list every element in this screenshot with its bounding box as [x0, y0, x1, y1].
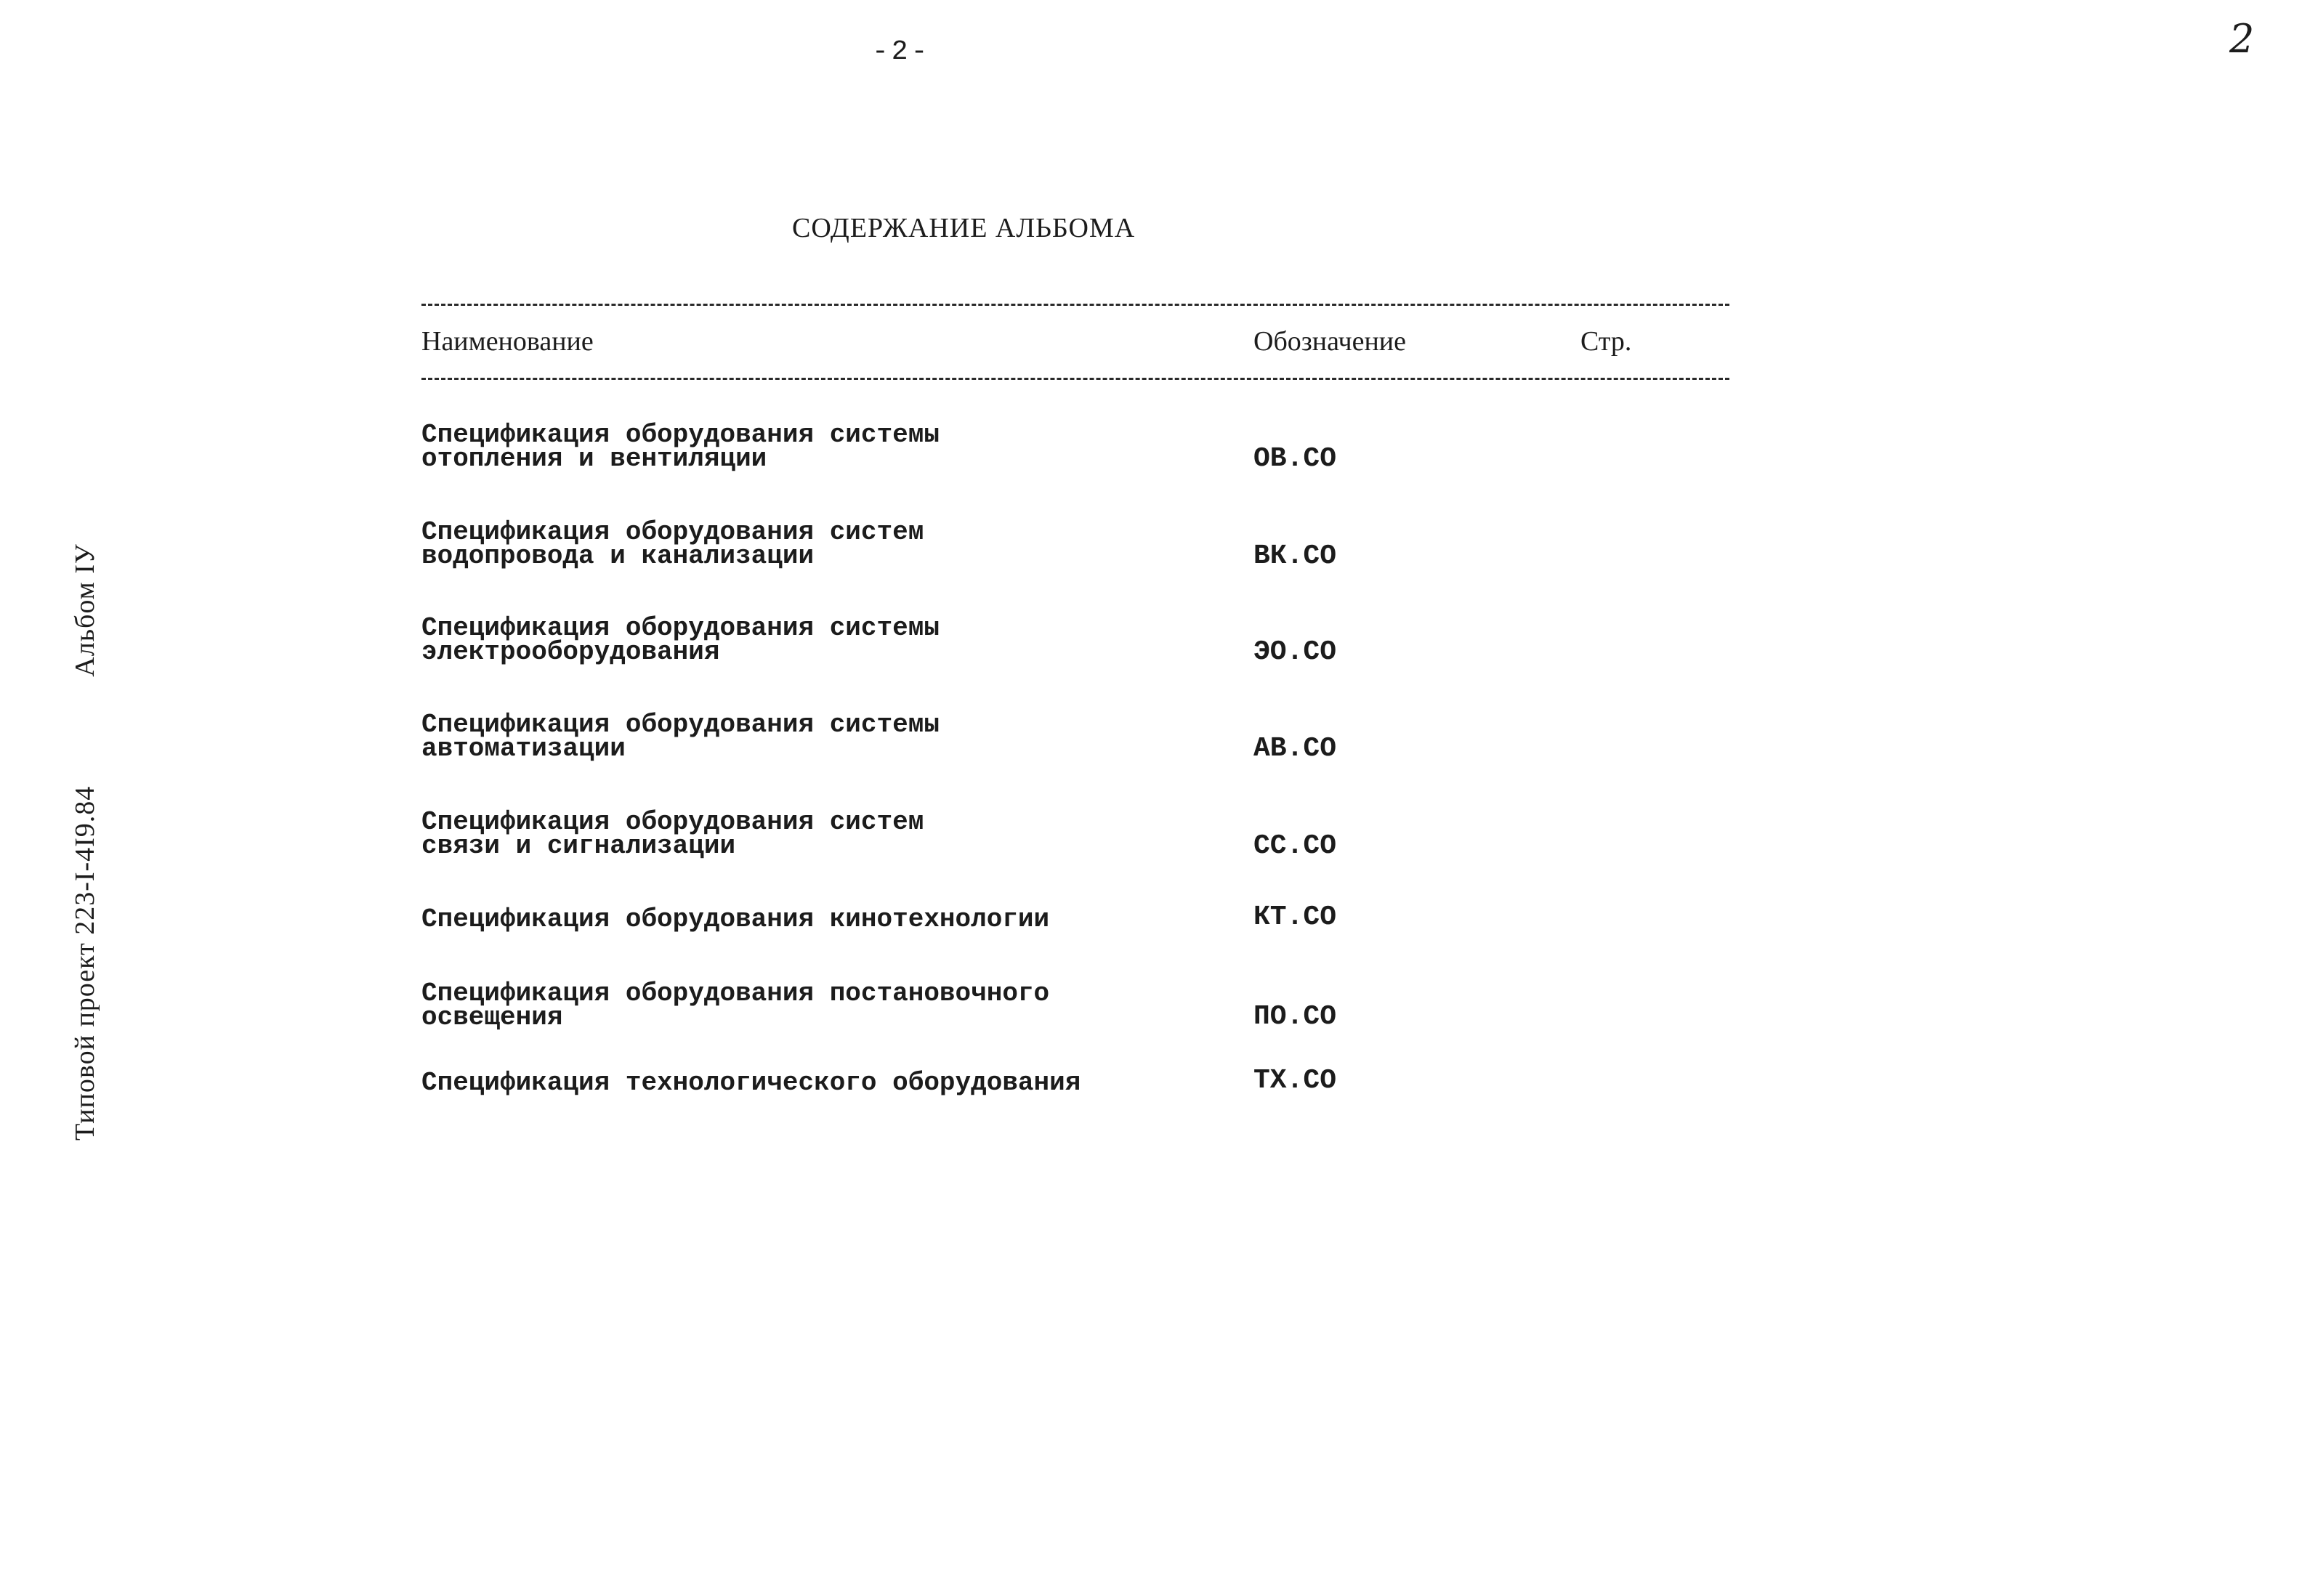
table-row-code: ПО.СО — [1253, 1001, 1337, 1032]
table-row-code: КТ.СО — [1253, 902, 1337, 933]
table-row-name: Спецификация оборудования систем водопровода и канализации — [421, 517, 924, 571]
table-top-rule — [421, 304, 1729, 306]
table-row-name: Спецификация оборудования системы автоматизации — [421, 710, 940, 763]
page-number-center: -2- — [872, 36, 931, 68]
table-row-name: Спецификация оборудования постановочного освещения — [421, 979, 1050, 1032]
page-number-corner: 2 — [2229, 16, 2255, 62]
side-stamp-album: Альбом IУ — [70, 543, 100, 677]
table-header-rule — [421, 378, 1729, 380]
column-header-name: Наименование — [421, 326, 594, 357]
table-row-code: ЭО.СО — [1253, 636, 1337, 668]
side-stamp — [69, 543, 101, 1141]
table-row-name: Спецификация оборудования кинотехнологии — [421, 904, 1050, 934]
side-stamp-project: Типовой проект 223-I-4I9.84 — [70, 785, 100, 1141]
column-header-code: Обозначение — [1253, 326, 1406, 357]
table-row-name: Спецификация оборудования системы электрооборудования — [421, 613, 940, 667]
document-title: СОДЕРЖАНИЕ АЛЬБОМА — [792, 213, 1136, 243]
table-row-code: ТХ.СО — [1253, 1065, 1337, 1096]
table-row-code: СС.СО — [1253, 830, 1337, 862]
table-row-name: Спецификация оборудования системы отопления и вентиляции — [421, 420, 940, 474]
column-header-page: Стр. — [1580, 326, 1632, 357]
table-row-code: ВК.СО — [1253, 540, 1337, 572]
table-row-code: АВ.СО — [1253, 733, 1337, 764]
table-row-code: ОВ.СО — [1253, 443, 1337, 474]
table-row-name: Спецификация оборудования систем связи и сигнализации — [421, 807, 924, 861]
table-row-name: Спецификация технологического оборудования — [421, 1068, 1081, 1098]
